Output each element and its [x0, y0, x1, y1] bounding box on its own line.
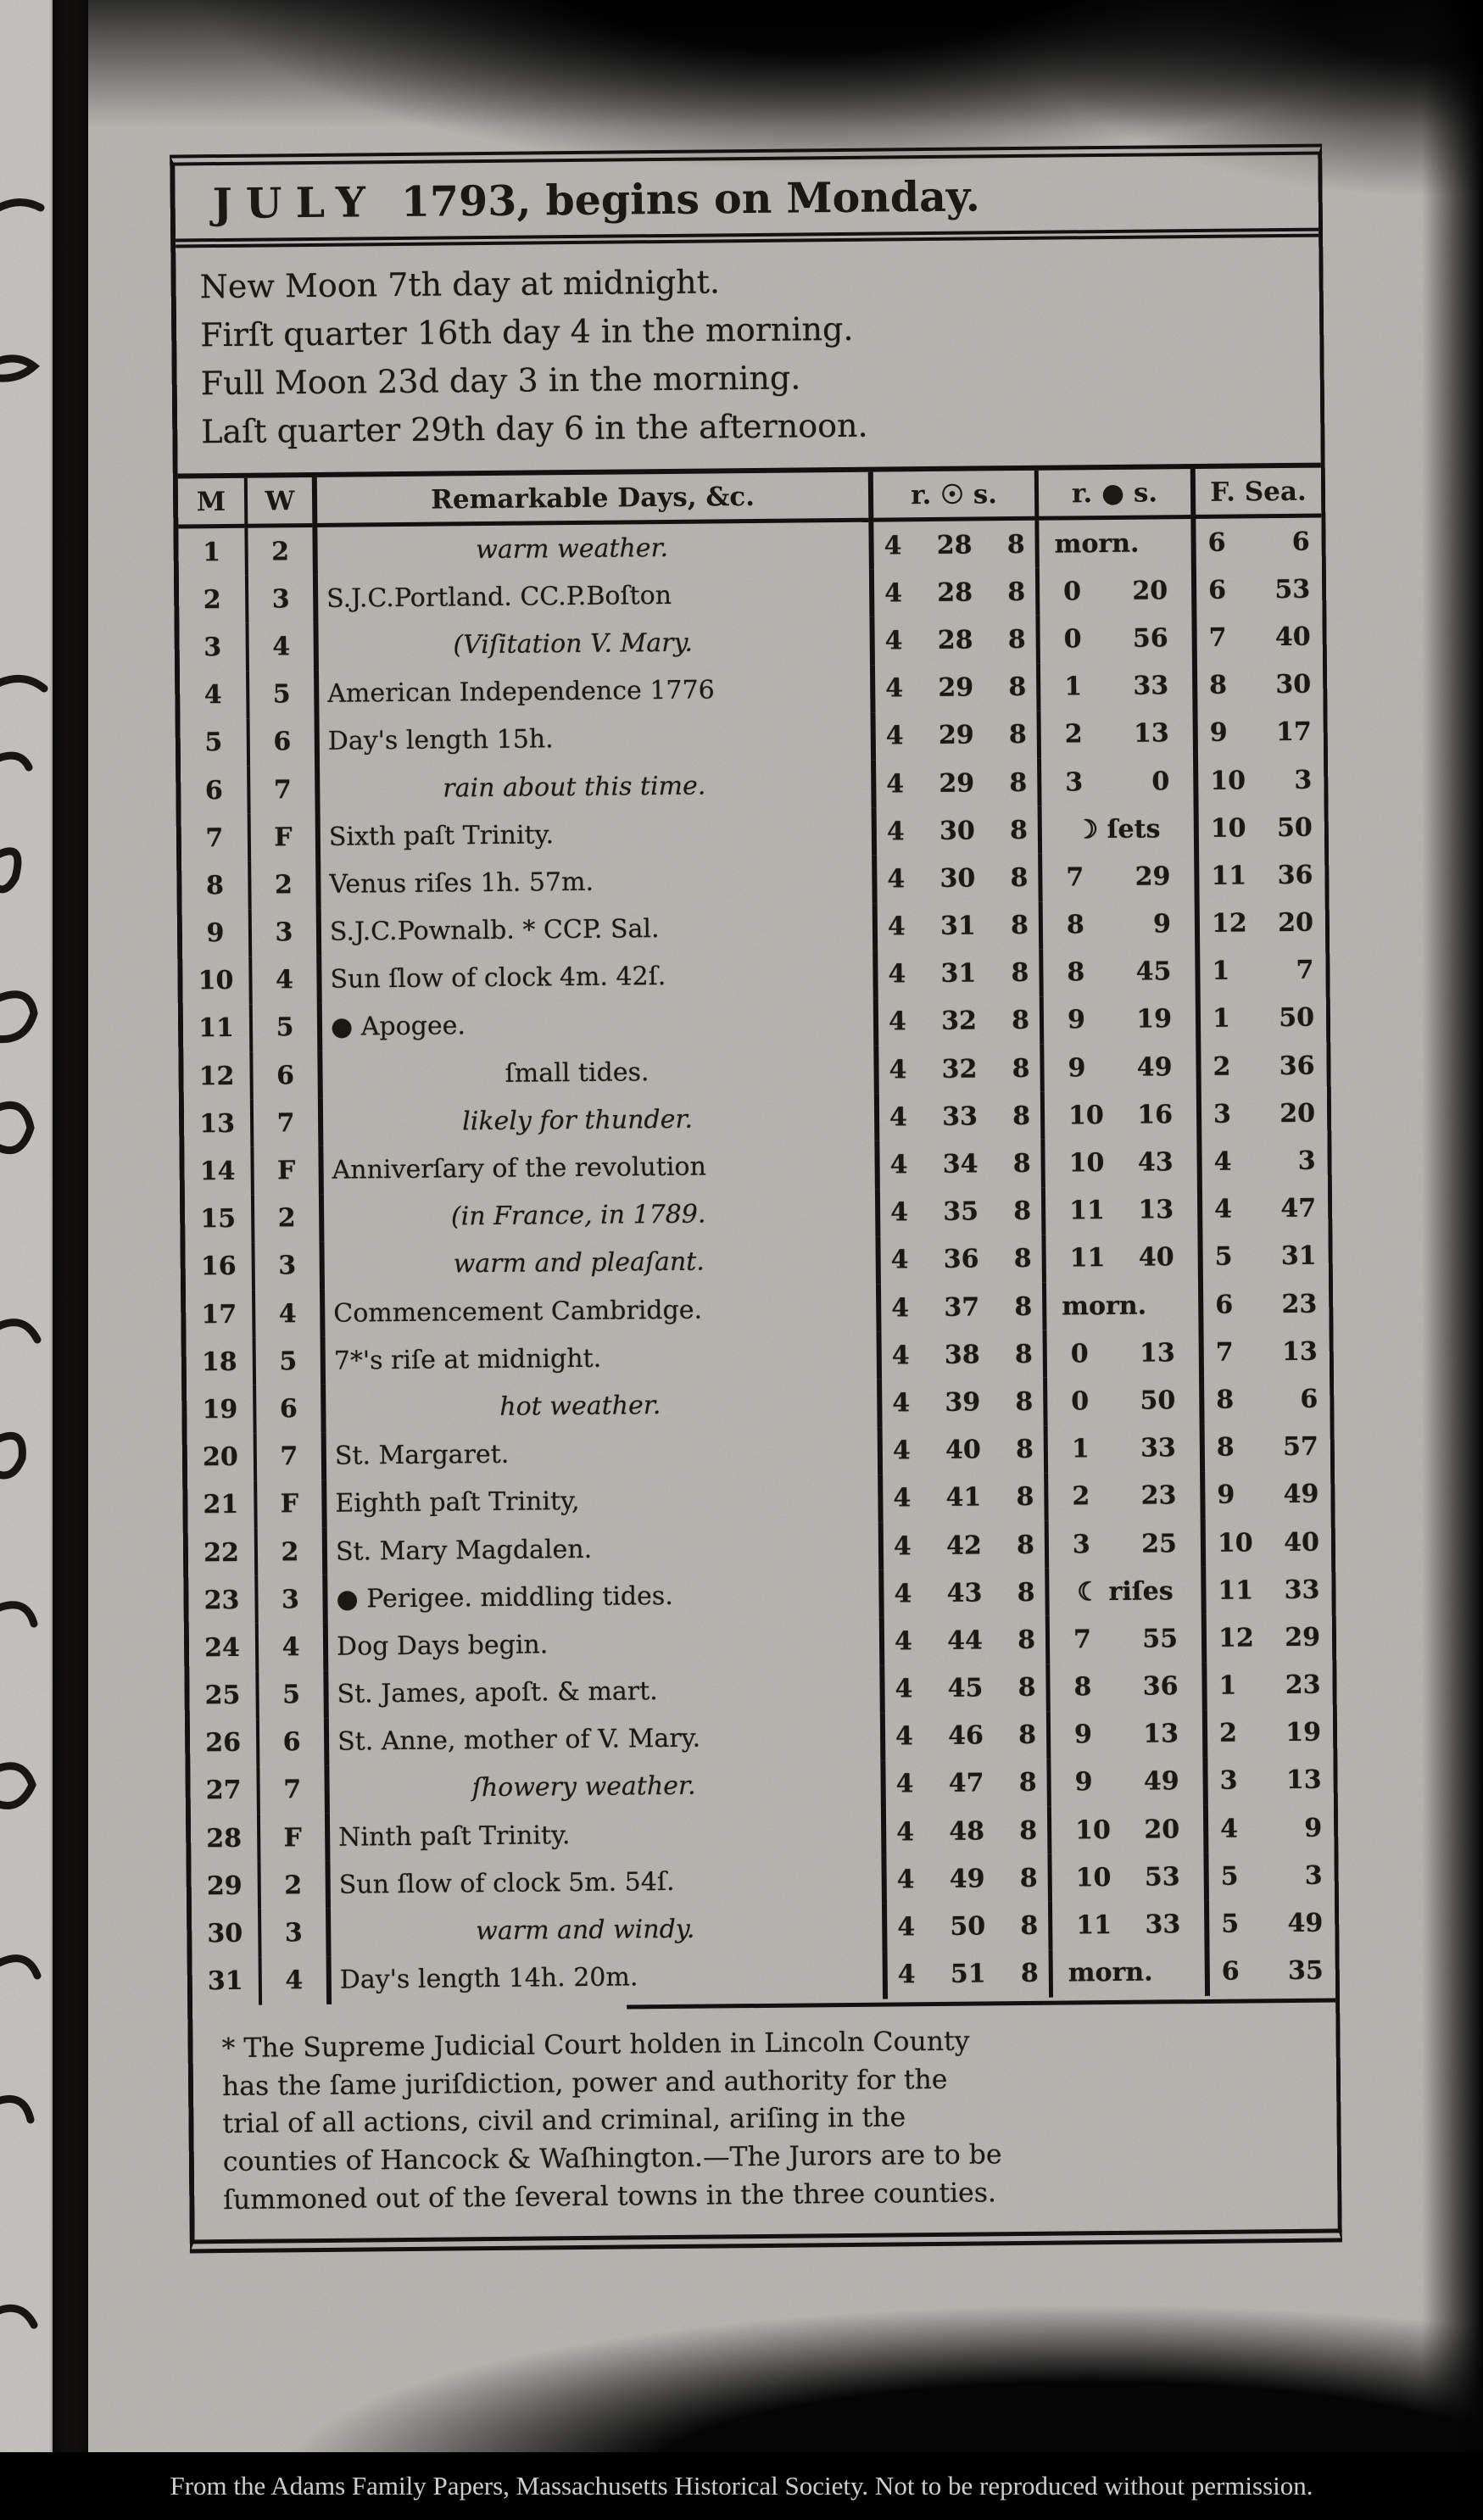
header-remarkable-days: Remarkable Days, &c.	[312, 472, 869, 527]
sun-rise-set-cell: 4 46 8	[880, 1711, 1047, 1760]
moon-rise-set-cell: 8 9	[1039, 900, 1196, 950]
moon-phase-line: Laſt quarter 29th day 6 in the afternoon.	[201, 406, 868, 451]
full-sea-cell: 9 49	[1200, 1470, 1331, 1519]
day-of-week-cell: 3	[248, 908, 317, 956]
day-of-week-cell: 3	[254, 1575, 323, 1624]
day-of-week-cell: 6	[247, 718, 315, 767]
full-sea-cell: 4 3	[1196, 1137, 1328, 1186]
sun-rise-set-cell: 4 28 8	[868, 521, 1035, 570]
sun-rise-set-cell: 4 37 8	[876, 1283, 1043, 1332]
moon-rise-set-cell: 7 55	[1045, 1614, 1202, 1664]
sun-rise-set-cell: 4 28 8	[869, 568, 1036, 617]
day-of-week-cell: F	[254, 1480, 322, 1529]
adjacent-page-margin	[0, 0, 53, 2452]
moon-rise-set-cell: 10 43	[1040, 1138, 1197, 1187]
footnote-line: ſummoned out of the ſeveral towns in the three counties.	[223, 2177, 997, 2216]
moon-rise-set-cell: 8 45	[1039, 948, 1196, 997]
sun-rise-set-cell: 4 43 8	[878, 1569, 1045, 1618]
sun-rise-set-cell: 4 40 8	[878, 1425, 1045, 1475]
day-of-month-cell: 31	[207, 1966, 243, 1997]
day-of-week-cell: 6	[249, 1051, 318, 1100]
sun-rise-set-cell: 4 34 8	[874, 1140, 1041, 1189]
day-of-week-cell: 7	[247, 766, 315, 814]
moon-rise-set-cell: 9 13	[1046, 1710, 1203, 1759]
moon-phase-line: New Moon 7th day at midnight.	[199, 263, 721, 306]
day-of-month-cell: 24	[204, 1632, 241, 1664]
day-of-month-cell: 4	[203, 680, 222, 711]
full-sea-cell: 8 57	[1200, 1423, 1331, 1472]
header-sun-rise-set sun-icon: r. ☉ s.	[868, 471, 1035, 522]
remarkable-day-cell: likely for thunder.	[318, 1094, 875, 1146]
day-of-week-cell: 4	[259, 1957, 327, 2005]
remarkable-day-cell: S.J.C.Portland. CC.P.Boſton	[313, 570, 870, 622]
full-sea-cell: 2 36	[1196, 1042, 1327, 1091]
remarkable-day-cell: 7*'s riſe at midnight.	[321, 1332, 878, 1385]
archive-caption-band	[0, 2452, 1483, 2520]
full-sea-cell: 10 40	[1201, 1518, 1332, 1567]
day-of-week-cell: 3	[258, 1909, 326, 1957]
remarkable-day-cell: Sixth paſt Trinity.	[315, 808, 873, 861]
moon-phase-line: Firſt quarter 16th day 4 in the morning.	[199, 309, 854, 354]
day-of-month-cell: 2	[203, 584, 221, 616]
sun-rise-set-cell: 4 31 8	[873, 901, 1040, 951]
full-sea-cell: 12 29	[1201, 1614, 1333, 1663]
day-of-month-cell: 20	[202, 1442, 238, 1473]
day-of-month-cell: 7	[205, 822, 224, 853]
day-of-month-cell: 27	[205, 1776, 242, 1806]
day-of-month-cell: 3	[203, 632, 222, 663]
sun-rise-set-cell: 4 35 8	[875, 1187, 1042, 1236]
remarkable-day-cell: rain about this time.	[315, 761, 872, 813]
sun-rise-set-cell: 4 29 8	[870, 663, 1037, 712]
sun-rise-set-cell: 4 42 8	[878, 1521, 1045, 1570]
moon-rise-set-cell: ☾ riſes	[1045, 1567, 1201, 1616]
moon-rise-set-cell: 2 13	[1036, 710, 1193, 759]
footnote-line: * The Supreme Judicial Court holden in Lincoln County	[221, 2026, 970, 2064]
day-of-month-cell: 25	[204, 1680, 241, 1711]
full-sea-cell: 10 50	[1194, 804, 1325, 853]
moon-rise-set-cell: 7 29	[1038, 852, 1195, 901]
sun-rise-set-cell: 4 48 8	[881, 1807, 1048, 1856]
moon-rise-set-cell: 3 25	[1045, 1519, 1201, 1569]
table-row	[192, 1947, 1335, 2005]
remarkable-day-cell: ſhowery weather.	[324, 1760, 881, 1813]
day-of-month-cell: 12	[198, 1061, 235, 1091]
sun-rise-set-cell: 4 41 8	[878, 1474, 1045, 1523]
sun-rise-set-cell: 4 45 8	[879, 1664, 1046, 1713]
sun-rise-set-cell: 4 47 8	[880, 1759, 1047, 1809]
remarkable-day-cell: Sun ſlow of clock 4m. 42ſ.	[316, 951, 873, 1003]
book-gutter-shadow	[49, 0, 93, 2452]
full-sea-cell: 5 3	[1203, 1852, 1335, 1901]
moon-rise-set-cell: 10 16	[1040, 1090, 1197, 1140]
archive-caption: From the Adams Family Papers, Massachusetts Historical Society. Not to be reproduced without permission.	[170, 2471, 1313, 2500]
day-of-month-cell: 9	[206, 918, 225, 949]
day-of-month-cell: 13	[199, 1108, 236, 1140]
day-of-week-cell: 5	[255, 1670, 324, 1719]
day-of-month-cell: 18	[201, 1346, 237, 1378]
sun-rise-set-cell: 4 28 8	[869, 616, 1036, 665]
header-day-of-month: M	[178, 478, 245, 529]
remarkable-day-cell: ſmall tides.	[317, 1046, 874, 1099]
full-sea-cell: 4 9	[1203, 1804, 1335, 1854]
full-sea-cell: 7 40	[1191, 613, 1323, 662]
remarkable-day-cell: St. Margaret.	[321, 1427, 878, 1480]
day-of-month-cell: 29	[206, 1870, 243, 1902]
moon-rise-set-cell: 0 50	[1043, 1376, 1200, 1425]
moon-rise-set-cell: 10 20	[1047, 1805, 1204, 1854]
title-month: JULY	[212, 177, 380, 229]
full-sea-cell: 6 35	[1205, 1947, 1336, 1996]
footnote-line: trial of all actions, civil and criminal, ariſing in the	[222, 2102, 906, 2140]
full-sea-cell: 3 20	[1196, 1090, 1328, 1139]
almanac-box	[170, 144, 1342, 2254]
day-of-week-cell: 4	[248, 956, 317, 1005]
moon-rise-set-cell: 9 49	[1046, 1758, 1203, 1807]
full-sea-cell: 5 49	[1204, 1899, 1335, 1949]
moon-rise-set-cell: 10 53	[1047, 1853, 1204, 1902]
full-sea-cell: 6 6	[1190, 518, 1322, 567]
remarkable-day-cell: ● Apogee.	[317, 999, 874, 1051]
full-sea-cell: 7 13	[1198, 1328, 1330, 1377]
moon-rise-set-cell: 8 36	[1045, 1662, 1202, 1711]
day-of-month-cell: 22	[203, 1537, 240, 1568]
day-of-month-cell: 17	[201, 1299, 237, 1330]
moon-rise-set-cell: morn.	[1049, 1949, 1206, 1998]
moon-rise-set-cell: 1 33	[1036, 662, 1193, 711]
sun-rise-set-cell: 4 44 8	[879, 1616, 1046, 1665]
remarkable-day-cell: Venus riſes 1h. 57m.	[315, 856, 873, 908]
full-sea-cell: 11 33	[1201, 1566, 1332, 1615]
day-of-week-cell: 5	[246, 671, 315, 719]
full-sea-cell: 11 36	[1194, 851, 1325, 900]
sun-rise-set-cell: 4 50 8	[882, 1902, 1049, 1951]
day-of-month-cell: 23	[203, 1585, 240, 1615]
footnote-line: counties of Hancock & Waſhington.—The Jurors are to be	[222, 2139, 1002, 2178]
remarkable-day-cell: (in France, in 1789.	[319, 1189, 876, 1241]
sun-rise-set-cell: 4 30 8	[872, 854, 1039, 903]
moon-rise-set-cell: 0 13	[1043, 1329, 1200, 1378]
remarkable-day-cell: warm weather.	[312, 522, 869, 575]
day-of-week-cell: F	[248, 813, 316, 861]
day-of-week-cell: 6	[253, 1385, 321, 1433]
remarkable-day-cell: ● Perigee. middling tides.	[322, 1570, 879, 1623]
remarkable-day-cell: warm and pleaſant.	[319, 1236, 876, 1289]
sun-rise-set-cell: 4 30 8	[872, 806, 1039, 856]
page-title	[175, 155, 1319, 248]
remarkable-day-cell: Dog Days begin.	[323, 1618, 880, 1670]
day-of-month-cell: 8	[205, 870, 225, 901]
full-sea-cell: 6 53	[1191, 566, 1323, 615]
remarkable-day-cell: Ninth paſt Trinity.	[325, 1809, 882, 1861]
header-moon-rise-set moon-icon: r. ● s.	[1034, 469, 1191, 521]
day-of-week-cell: 5	[253, 1337, 321, 1385]
footnote-line: has the ſame juriſdiction, power and authority for the	[221, 2064, 948, 2102]
full-sea-cell: 9 17	[1192, 708, 1324, 757]
sun-rise-set-cell: 4 31 8	[873, 949, 1040, 998]
moon-rise-set-cell: 9 19	[1040, 995, 1196, 1045]
moon-rise-set-cell: 9 49	[1040, 1043, 1196, 1092]
remarkable-day-cell: American Independence 1776	[314, 665, 871, 717]
day-of-week-cell: 4	[255, 1623, 324, 1671]
full-sea-cell: 1 7	[1195, 946, 1326, 995]
sun-rise-set-cell: 4 32 8	[873, 1045, 1040, 1094]
sun-rise-set-cell: 4 29 8	[871, 711, 1038, 761]
day-of-month-cell: 15	[200, 1204, 237, 1235]
remarkable-day-cell: Eighth paſt Trinity,	[321, 1475, 878, 1527]
day-of-month-cell: 5	[204, 728, 223, 758]
almanac-table-body	[178, 518, 1335, 2006]
day-of-month-cell: 30	[207, 1918, 243, 1949]
day-of-week-cell: 2	[254, 1528, 323, 1576]
moon-phase-block	[176, 237, 1321, 479]
full-sea-cell: 10 3	[1193, 755, 1324, 805]
margin-handwriting-marks	[0, 0, 53, 2452]
full-sea-cell: 8 6	[1199, 1375, 1330, 1424]
remarkable-day-cell: warm and windy.	[326, 1904, 883, 1956]
moon-rise-set-cell: 3 0	[1037, 757, 1194, 806]
full-sea-cell: 6 23	[1198, 1280, 1330, 1330]
day-of-week-cell: 4	[245, 622, 314, 671]
footnote-block	[192, 2002, 1338, 2240]
remarkable-day-cell: Anniverſary of the revolution	[318, 1141, 875, 1194]
remarkable-day-cell: hot weather.	[321, 1380, 878, 1432]
day-of-month-cell: 21	[203, 1490, 239, 1520]
sun-rise-set-cell: 4 33 8	[874, 1092, 1041, 1141]
remarkable-day-cell: Sun ſlow of clock 5m. 54ſ.	[325, 1856, 882, 1909]
day-of-week-cell: 2	[248, 861, 316, 909]
sun-rise-set-cell: 4 38 8	[877, 1330, 1044, 1380]
moon-rise-set-cell: 11 40	[1041, 1234, 1198, 1283]
day-of-month-cell: 19	[202, 1394, 238, 1425]
title-rest: 1793, begins on Monday.	[400, 171, 981, 226]
header-day-of-week: W	[244, 477, 313, 528]
remarkable-day-cell: Commencement Cambridge.	[320, 1285, 877, 1337]
day-of-month-cell: 1	[203, 537, 221, 567]
moon-rise-set-cell: morn.	[1042, 1281, 1199, 1330]
full-sea-cell: 5 31	[1197, 1232, 1329, 1281]
day-of-month-cell: 10	[198, 966, 234, 996]
remarkable-day-cell: Day's length 15h.	[315, 712, 872, 765]
day-of-month-cell: 11	[198, 1013, 235, 1044]
remarkable-day-cell: St. Anne, mother of V. Mary.	[324, 1713, 881, 1765]
full-sea-cell: 1 23	[1201, 1661, 1333, 1710]
moon-rise-set-cell: 1 33	[1044, 1424, 1201, 1474]
moon-rise-set-cell: morn.	[1034, 519, 1191, 568]
full-sea-cell: 8 30	[1192, 661, 1324, 710]
day-of-week-cell: 3	[251, 1242, 320, 1291]
remarkable-day-cell: S.J.C.Pownalb. * CCP. Sal.	[316, 903, 873, 956]
day-of-month-cell: 16	[200, 1252, 237, 1282]
day-of-week-cell: 2	[251, 1195, 320, 1243]
sun-rise-set-cell: 4 49 8	[881, 1854, 1048, 1904]
moon-rise-set-cell: 11 13	[1041, 1186, 1198, 1235]
almanac-page	[88, 0, 1483, 2452]
day-of-month-cell: 6	[204, 775, 223, 806]
day-of-week-cell: F	[250, 1146, 319, 1195]
remarkable-day-cell: (Viſitation V. Mary.	[313, 617, 870, 670]
day-of-week-cell: 6	[256, 1719, 325, 1767]
day-of-week-cell: F	[257, 1814, 326, 1862]
full-sea-cell: 2 19	[1202, 1709, 1334, 1758]
header-full-sea: F. Sea.	[1190, 468, 1322, 519]
remarkable-day-cell: St. James, apoſt. & mart.	[323, 1665, 880, 1718]
sun-rise-set-cell: 4 51 8	[883, 1949, 1050, 1999]
day-of-week-cell: 7	[256, 1766, 325, 1815]
moon-rise-set-cell: 0 56	[1035, 614, 1192, 663]
sun-rise-set-cell: 4 32 8	[873, 997, 1040, 1046]
sun-rise-set-cell: 4 39 8	[877, 1378, 1044, 1427]
day-of-week-cell: 5	[249, 1004, 318, 1052]
day-of-month-cell: 14	[199, 1156, 236, 1187]
moon-rise-set-cell: 0 20	[1035, 566, 1192, 616]
moon-rise-set-cell: 2 23	[1044, 1472, 1201, 1521]
remarkable-day-cell: St. Mary Magdalen.	[322, 1523, 879, 1575]
day-of-week-cell: 2	[244, 527, 313, 576]
full-sea-cell: 3 13	[1202, 1756, 1334, 1805]
moon-rise-set-cell: 11 33	[1048, 1900, 1205, 1949]
full-sea-cell: 4 47	[1197, 1185, 1329, 1234]
sun-rise-set-cell: 4 36 8	[875, 1235, 1042, 1285]
day-of-week-cell: 3	[245, 575, 314, 623]
remarkable-day-cell: Day's length 14h. 20m.	[326, 1951, 884, 2004]
day-of-month-cell: 26	[205, 1728, 242, 1759]
moon-rise-set-cell: ☽ ſets	[1038, 805, 1195, 854]
day-of-week-cell: 7	[254, 1432, 322, 1480]
day-of-week-cell: 4	[252, 1290, 321, 1338]
full-sea-cell: 12 20	[1195, 899, 1326, 948]
day-of-month-cell: 28	[206, 1823, 243, 1854]
day-of-week-cell: 2	[257, 1861, 326, 1910]
moon-phase-line: Full Moon 23d day 3 in the morning.	[200, 359, 801, 403]
day-of-week-cell: 7	[250, 1099, 319, 1147]
full-sea-cell: 1 50	[1196, 994, 1327, 1043]
sun-rise-set-cell: 4 29 8	[871, 759, 1038, 808]
